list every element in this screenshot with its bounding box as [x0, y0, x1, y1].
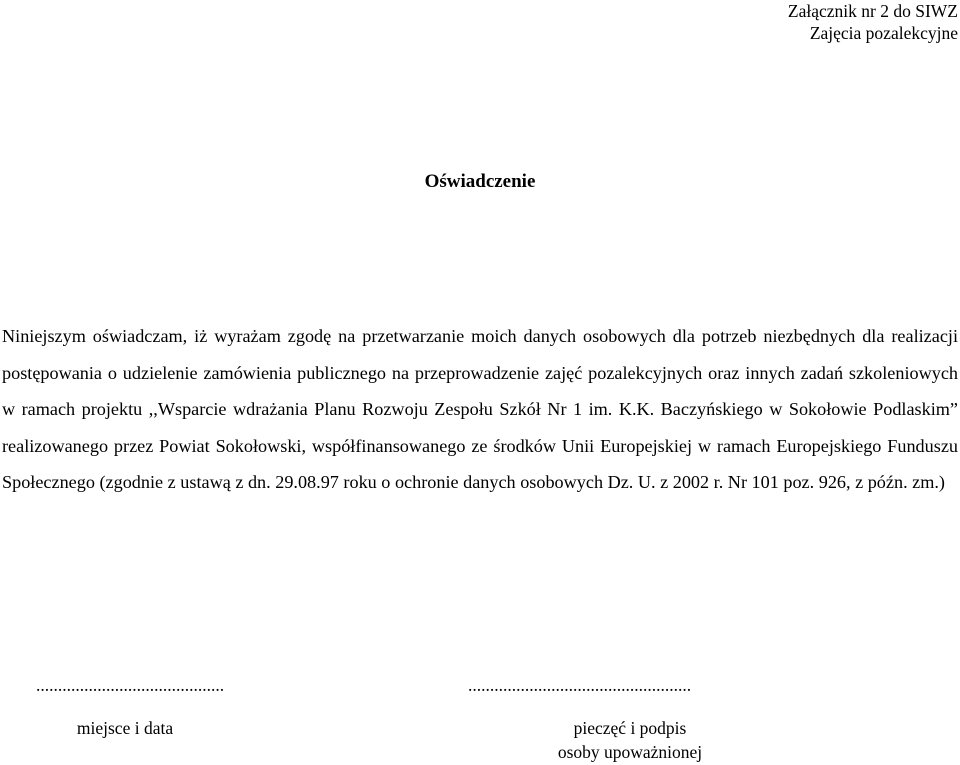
- attachment-header: [788, 0, 958, 44]
- declaration-paragraph: Niniejszym oświadczam, iż wyrażam zgodę na przetwarzanie moich danych osobowych dla potrzeb niezbędnych dla realizacji postępowania o udzielenie zamówienia publicznego na przeprowadzenie zajęć pozalekcyjnych oraz innych zadań szkoleniowych w ramach projektu ,,Wsparcie wdrażania Planu Rozwoju Zespołu Szkół Nr 1 im. K.K. Baczyńskiego w Sokołowie Podlaskim” realizowanego przez Powiat Sokołowski, współfinansowanego ze środków Unii Europejskiej w ramach Europejskiego Funduszu Społecznego (zgodnie z ustawą z dn. 29.08.97 roku o ochronie danych osobowych Dz. U. z 2002 r. Nr 101 poz. 926, z późn. zm.): [2, 326, 958, 492]
- signature-dotted-line: ...................................................: [468, 675, 692, 695]
- document-title: Oświadczenie: [424, 171, 536, 192]
- authorized-person-label: osoby upoważnionej: [557, 742, 703, 762]
- stamp-signature-label: pieczęć i podpis: [573, 718, 687, 738]
- place-date-dotted-line: ...........................................: [36, 675, 225, 695]
- place-date-label: miejsce i data: [76, 718, 174, 738]
- attachment-header-line-1: Załącznik nr 2 do SIWZ: [787, 1, 958, 21]
- attachment-header-line-2: Zajęcia pozalekcyjne: [809, 23, 958, 43]
